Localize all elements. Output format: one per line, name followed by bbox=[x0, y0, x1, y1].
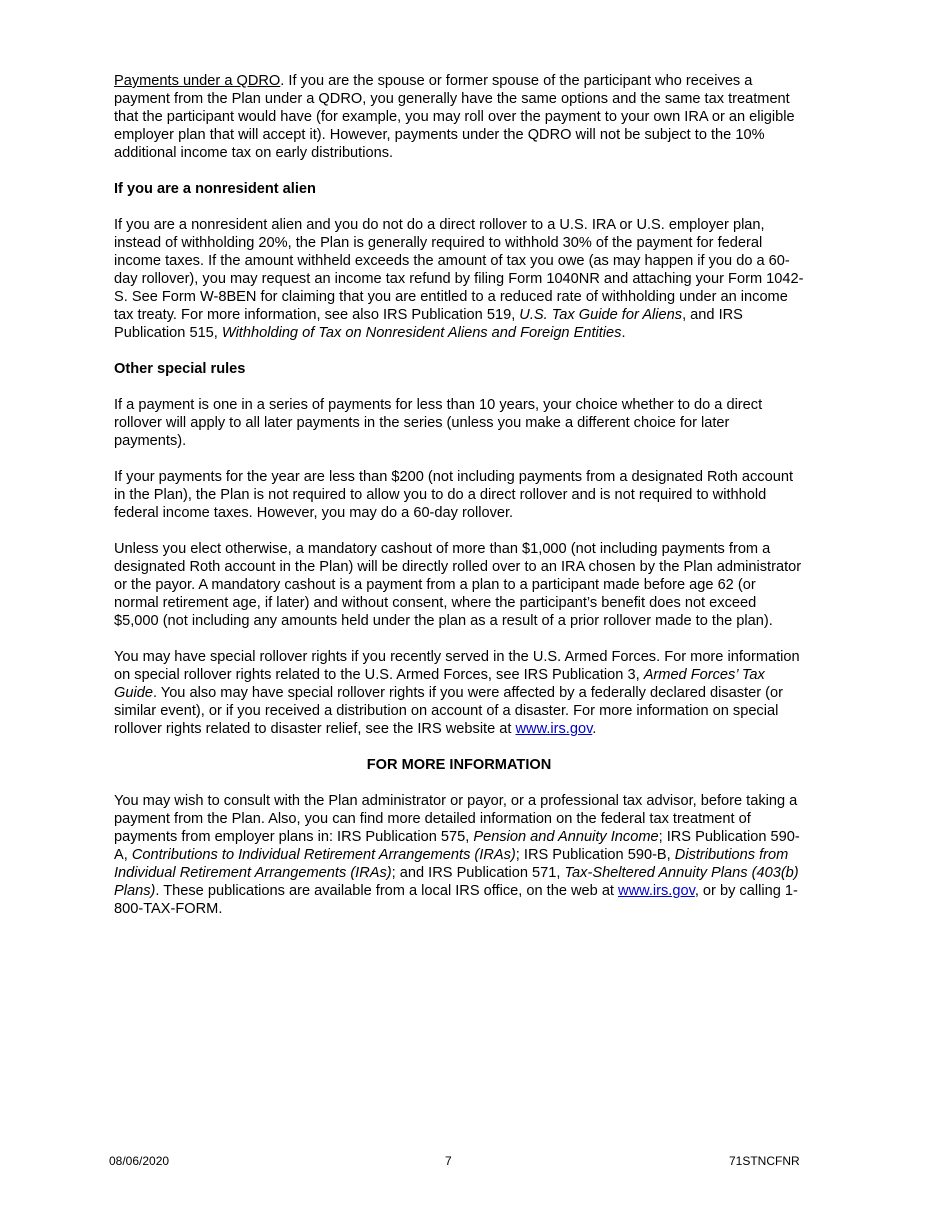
more-info-text-1: You may wish to consult with the Plan administrator or payor, or a professional tax advisor, before taking a payment from the Plan. Also, you can find more detailed information on the federal tax treatment of payments from employer plans in: IRS Publication 575, bbox=[114, 793, 798, 845]
pub-590b-title: Distributions from Individual Retirement Arrangements (IRAs) bbox=[114, 847, 789, 881]
document-body bbox=[114, 72, 804, 936]
nonresident-heading: If you are a nonresident alien bbox=[114, 181, 316, 197]
armed-forces-text-3: . bbox=[592, 721, 597, 737]
pub-515-title: Withholding of Tax on Nonresident Aliens and Foreign Entities bbox=[221, 325, 622, 341]
irs-website-link[interactable]: www.irs.gov bbox=[515, 721, 593, 737]
special-rules-paragraph-1: If a payment is one in a series of payments for less than 10 years, your choice whether to do a direct rollover will apply to all later payments in the series (unless you make a different choice for later payments). bbox=[114, 397, 763, 449]
qdro-paragraph bbox=[114, 72, 804, 162]
armed-forces-text-1: You may have special rollover rights if you recently served in the U.S. Armed Forces. For more information on special rollover rights related to the U.S. Armed Forces, see IRS Publication 3, bbox=[114, 649, 800, 683]
nonresident-text-3: . bbox=[621, 325, 626, 341]
qdro-heading: Payments under a QDRO bbox=[114, 73, 281, 89]
pub-3-title: Armed Forces’ Tax Guide bbox=[114, 667, 765, 701]
special-rules-paragraph-2: If your payments for the year are less than $200 (not including payments from a designated Roth account in the Plan), the Plan is not required to allow you to do a direct rollover and is not required to withhold federal income taxes. However, you may do a 60-day rollover. bbox=[114, 469, 793, 521]
pub-590a-title: Contributions to Individual Retirement Arrangements (IRAs) bbox=[131, 847, 516, 863]
footer-doc-code: 71STNCFNR bbox=[729, 1154, 800, 1168]
more-info-text-2: ; IRS Publication 590-A, bbox=[114, 829, 800, 863]
special-rules-paragraph-4 bbox=[114, 648, 804, 738]
nonresident-text-2: , and IRS Publication 515, bbox=[114, 307, 743, 341]
armed-forces-text-2: . You also may have special rollover rights if you were affected by a federally declared disaster (or similar event), or if you received a distribution on account of a disaster. For more information on special rollover rights related to disaster relief, see the IRS website at bbox=[114, 685, 783, 737]
more-info-heading: FOR MORE INFORMATION bbox=[366, 757, 552, 773]
special-rules-heading: Other special rules bbox=[114, 361, 246, 377]
special-rules-paragraph-3: Unless you elect otherwise, a mandatory cashout of more than $1,000 (not including payments from a designated Roth account in the Plan) will be directly rolled over to an IRA chosen by the Plan administrator or the payor. A mandatory cashout is a payment from a plan to a participant made before age 62 (or normal retirement age, if later) and without consent, where the participant’s benefit does not exceed $5,000 (not including any amounts held under the plan as a result of a prior rollover made to the plan). bbox=[114, 541, 802, 629]
more-info-paragraph bbox=[114, 792, 804, 918]
pub-519-title: U.S. Tax Guide for Aliens bbox=[519, 307, 683, 323]
pub-571-title: Tax-Sheltered Annuity Plans (403(b) Plans) bbox=[114, 865, 799, 899]
more-info-text-4: ; and IRS Publication 571, bbox=[391, 865, 565, 881]
qdro-text: . If you are the spouse or former spouse of the participant who receives a payment from the Plan under a QDRO, you generally have the same options and the same tax treatment that the participant would have (for example, you may roll over the payment to your own IRA or an eligible employer plan that will accept it). However, payments under the QDRO will not be subject to the 10% additional income tax on early distributions. bbox=[114, 73, 795, 161]
more-info-text-6: , or by calling 1-800-TAX-FORM. bbox=[114, 883, 798, 917]
nonresident-paragraph bbox=[114, 216, 804, 342]
more-info-text-3: ; IRS Publication 590-B, bbox=[515, 847, 675, 863]
footer-date: 08/06/2020 bbox=[109, 1154, 170, 1168]
footer-page-number: 7 bbox=[445, 1154, 452, 1168]
irs-website-link-2[interactable]: www.irs.gov bbox=[618, 883, 695, 899]
nonresident-text-1: If you are a nonresident alien and you do not do a direct rollover to a U.S. IRA or U.S. employer plan, instead of withholding 20%, the Plan is generally required to withhold 30% of the payment for federal income taxes. If the amount withheld exceeds the amount of tax you owe (as may happen if you do a 60-day rollover), you may request an income tax refund by filing Form 1040NR and attaching your Form 1042-S. See Form W-8BEN for claiming that you are entitled to a reduced rate of withholding under an income tax treaty. For more information, see also IRS Publication 519, bbox=[114, 217, 804, 323]
pub-575-title: Pension and Annuity Income bbox=[473, 829, 659, 845]
more-info-text-5: . These publications are available from a local IRS office, on the web at bbox=[155, 883, 619, 899]
